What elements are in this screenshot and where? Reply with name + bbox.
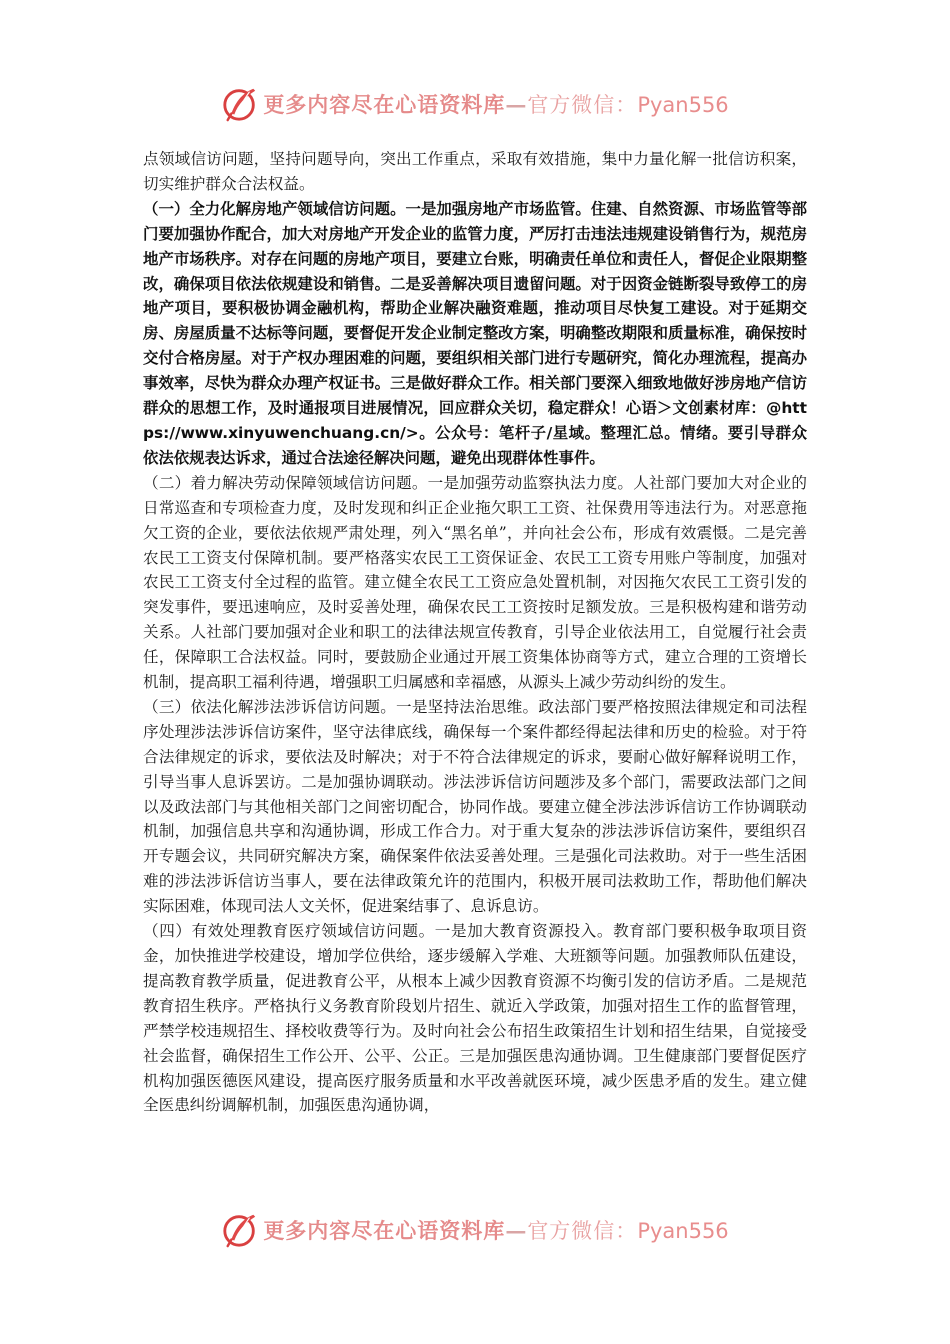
- paragraph-section-3-legal: （三）依法化解涉法涉诉信访问题。一是坚持法治思维。政法部门要严格按照法律规定和司法程序处理涉法涉诉信访案件，坚守法律底线，确保每一个案件都经得起法律和历史的检验。对于符合法律规定的诉求，要依法及时解决；对于不符合法律规定的诉求，要耐心做好解释说明工作，引导当事人息诉罢访。二是加强协调联动。涉法涉诉信访问题涉及多个部门，需要政法部门之间以及政法部门与其他相关部门之间密切配合，协同作战。要建立健全涉法涉诉信访工作协调联动机制，加强信息共享和沟通协调，形成工作合力。对于重大复杂的涉法涉诉信访案件，要组织召开专题会议，共同研究解决方案，确保案件依法妥善处理。三是强化司法救助。对于一些生活困难的涉法涉诉信访当事人，要在法律政策允许的范围内，积极开展司法救助工作，帮助他们解决实际困难，体现司法人文关怀，促进案结事了、息诉息访。: [143, 697, 807, 916]
- banner-library-text: 更多内容尽在心语资料库: [263, 92, 506, 117]
- paragraph-section-1-real-estate: （一）全力化解房地产领域信访问题。一是加强房地产市场监管。住建、自然资源、市场监管等部门要加强协作配合，加大对房地产开发企业的监管力度，严厉打击违法违规建设销售行为，规范房地产市场秩序。对存在问题的房地产项目，要建立台账，明确责任单位和责任人，督促企业限期整改，确保项目依法依规建设和销售。二是妥善解决项目遗留问题。对于因资金链断裂导致停工的房地产项目，要积极协调金融机构，帮助企业解决融资难题，推动项目尽快复工建设。对于延期交房、房屋质量不达标等问题，要督促开发企业制定整改方案，明确整改期限和质量标准，确保按时交付合格房屋。对于产权办理困难的问题，要组织相关部门进行专题研究，简化办理流程，提高办事效率，尽快为群众办理产权证书。三是做好群众工作。相关部门要深入细致地做好涉房地产信访群众的思想工作，及时通报项目进展情况，回应群众关切，稳定群众！心语＞文创素材库：@https://www.xinyuwenchuang.cn/>。公众号：笔杆子/星域。整理汇总。情绪。要引导群众依法依规表达诉求，通过合法途径解决问题，避免出现群体性事件。: [143, 199, 807, 467]
- document-body: [143, 147, 807, 1118]
- quill-logo-icon: [221, 85, 259, 123]
- footer-watermark-banner: [0, 1208, 950, 1252]
- banner-text: [263, 1215, 728, 1245]
- banner-wechat-id: Pyan556: [637, 93, 729, 117]
- banner-separator: —: [505, 1218, 528, 1243]
- banner-separator: —: [505, 92, 528, 117]
- banner-library-text: 更多内容尽在心语资料库: [263, 1218, 506, 1243]
- paragraph-section-2-labor: （二）着力解决劳动保障领域信访问题。一是加强劳动监察执法力度。人社部门要加大对企业的日常巡查和专项检查力度，及时发现和纠正企业拖欠职工工资、社保费用等违法行为。对恶意拖欠工资的企业，要依法依规严肃处理，列入“黑名单”，并向社会公布，形成有效震慑。二是完善农民工工资支付保障机制。要严格落实农民工工资保证金、农民工工资专用账户等制度，加强对农民工工资支付全过程的监管。建立健全农民工工资应急处置机制，对因拖欠农民工工资引发的突发事件，要迅速响应，及时妥善处理，确保农民工工资按时足额发放。三是积极构建和谐劳动关系。人社部门要加强对企业和职工的法律法规宣传教育，引导企业依法用工，自觉履行社会责任，保障职工合法权益。同时，要鼓励企业通过开展工资集体协商等方式，建立合理的工资增长机制，提高职工福利待遇，增强职工归属感和幸福感，从源头上减少劳动纠纷的发生。: [143, 473, 807, 692]
- paragraph-intro-continuation: 点领域信访问题，坚持问题导向，突出工作重点，采取有效措施，集中力量化解一批信访积案，切实维护群众合法权益。: [143, 150, 807, 193]
- banner-wechat-label: 官方微信：: [527, 93, 638, 117]
- banner-wechat-label: 官方微信：: [527, 1219, 638, 1243]
- banner-text: [263, 89, 728, 119]
- quill-logo-icon: [221, 1211, 259, 1249]
- header-watermark-banner: [0, 82, 950, 126]
- paragraph-section-4-education-medical: （四）有效处理教育医疗领域信访问题。一是加大教育资源投入。教育部门要积极争取项目资金，加快推进学校建设，增加学位供给，逐步缓解入学难、大班额等问题。加强教师队伍建设，提高教育教学质量，促进教育公平，从根本上减少因教育资源不均衡引发的信访矛盾。二是规范教育招生秩序。严格执行义务教育阶段划片招生、就近入学政策，加强对招生工作的监督管理，严禁学校违规招生、择校收费等行为。及时向社会公布招生政策招生计划和招生结果，自觉接受社会监督，确保招生工作公开、公平、公正。三是加强医患沟通协调。卫生健康部门要督促医疗机构加强医德医风建设，提高医疗服务质量和水平改善就医环境，减少医患矛盾的发生。建立健全医患纠纷调解机制，加强医患沟通协调，: [143, 922, 807, 1115]
- banner-wechat-id: Pyan556: [637, 1219, 729, 1243]
